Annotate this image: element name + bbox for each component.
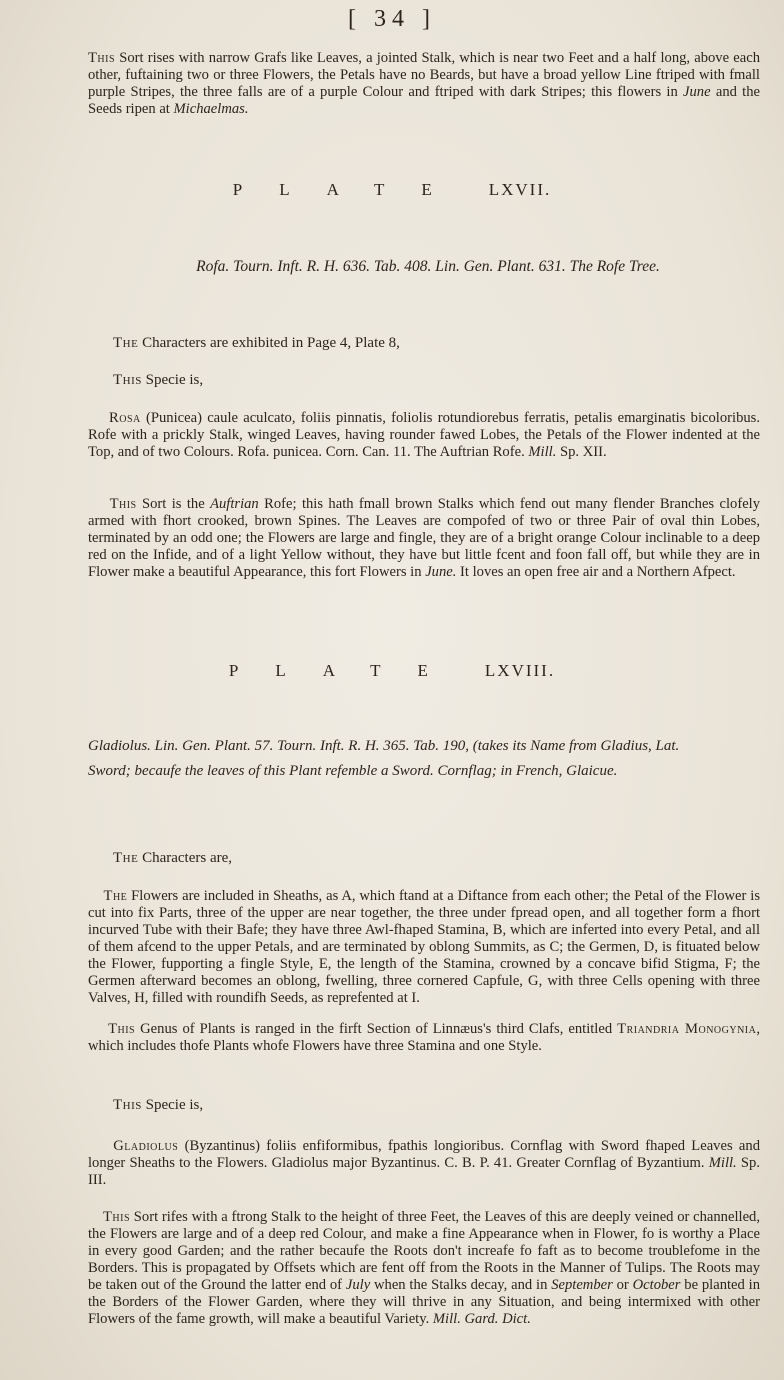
plate-67-sort-austrian: Auftrian: [210, 496, 259, 512]
plate-67-characters-lead: The: [113, 335, 139, 351]
plate-68-sort-paragraph: [88, 1209, 760, 1328]
plate-67-sort-paragraph: [88, 496, 760, 581]
plate-68-specie-lead: This: [113, 1097, 142, 1113]
plate-68-desc-text: (Byzantinus) foliis enfiformibus, fpathis longioribus. Cornflag with Sword fhaped Leaves and longer Sheaths to the Flowers. Gladiolus major Byzantinus. C. B. P. 41. Greater Cornflag of Byzantium.: [88, 1138, 761, 1171]
plate-67-heading: [0, 180, 784, 200]
plate-68-genus-paragraph: [88, 1021, 760, 1055]
plate-68-desc-lead: Gladiolus: [113, 1138, 179, 1154]
plate-67-characters: [113, 335, 400, 352]
plate-67-specie: [113, 372, 203, 389]
plate-68-genus-lead: This: [108, 1021, 136, 1037]
plate-68-sort-october: October: [632, 1277, 681, 1293]
intro-paragraph: [88, 50, 760, 118]
plate-68-sort-lead: This: [103, 1209, 131, 1225]
plate-68-word: PLATE: [228, 661, 465, 680]
plate-68-flowers-lead: The: [103, 888, 128, 904]
plate-68-genus-text: Genus of Plants is ranged in the firft Section of Linnæus's third Clafs, entitled: [135, 1021, 618, 1037]
plate-67-characters-text: Characters are exhibited in Page 4, Plate 8,: [138, 335, 400, 351]
plate-67-specie-lead: This: [113, 372, 142, 388]
plate-68-desc-end: Sp. III.: [88, 1155, 760, 1188]
plate-67-sort-text-3: It loves an open free air and a Northern Afpect.: [456, 564, 736, 580]
plate-68-characters-text: Characters are,: [138, 850, 233, 866]
plate-67-desc-lead: Rosa: [109, 410, 141, 426]
plate-68-sort-cite: Mill. Gard. Dict.: [432, 1311, 531, 1327]
plate-68-genus-class: Triandria Monogynia: [617, 1021, 757, 1037]
plate-68-sort-july: July: [345, 1277, 371, 1293]
plate-68-flowers-text: Flowers are included in Sheaths, as A, which ftand at a Diftance from each other; the Petal of the Flower is cut into fix Parts, three of the upper are near together, the three under fpread open, and all together form a fhort incurved Tube with their Bafe; they have three Awl-fhaped Stamina, B, which are inferted into every Petal, and all of them afcend to the upper Petals, and are terminated by oblong Summits, as C; the Germen, D, is fituated below the Flower, fupporting a fingle Style, E, the length of the Stamina, crowned by a concave bifid Stigma, F; the Germen afterward becomes an oblong, fwelling, three cornered Capfule, G, with three Cells opening with three Valves, H, filled with roundifh Seeds, as reprefented at I.: [88, 888, 760, 1006]
intro-june: June: [683, 84, 711, 100]
plate-68-specie-text: Specie is,: [141, 1097, 204, 1113]
plate-68-description: [88, 1138, 760, 1189]
plate-67-sort-text-2: Rofe; this hath fmall brown Stalks which fend out many flender Branches clofely armed with fhort crooked, brown Spines. The Leaves are compofed of two or three Pair of oval thin Lobes, terminated by an odd one; the Flowers are large and fingle, they are of a bright orange Colour inclinable to a deep red on the Infide, and of a light Yellow without, they have but little fcent and foon fall off, but while they are in Flower make a beautiful Appearance, this fort Flowers in: [88, 496, 761, 580]
intro-text-2: and the Seeds ripen at: [88, 84, 760, 117]
plate-68-reference-line-2: Sword; becaufe the leaves of this Plant refemble a Sword. Cornflag; in French, Glaicue.: [88, 763, 618, 779]
plate-68-flowers-paragraph: [88, 888, 760, 1007]
plate-68-sort-or: or: [612, 1277, 633, 1293]
plate-68-characters-lead: The: [113, 850, 139, 866]
intro-lead: This: [88, 50, 116, 66]
plate-67-desc-mill: Mill.: [528, 444, 557, 460]
plate-67-sort-text-1: Sort is the: [136, 496, 211, 512]
plate-68-heading: [0, 661, 784, 681]
plate-67-word: PLATE: [232, 180, 469, 199]
plate-67-reference: Rofa. Tourn. Inft. R. H. 636. Tab. 408. Lin. Gen. Plant. 631. The Rofe Tree.: [196, 258, 660, 275]
plate-68-genus-end: , which includes thofe Plants whofe Flowers have three Stamina and one Style.: [88, 1021, 761, 1054]
plate-68-sort-september: September: [551, 1277, 613, 1293]
intro-michaelmas: Michaelmas.: [173, 101, 249, 117]
plate-68-specie: [113, 1097, 203, 1114]
plate-67-specie-text: Specie is,: [141, 372, 204, 388]
plate-68-sort-text-3: be planted in the Borders of the Flower Garden, where they will thrive in any Situation, and being intermixed with other Flowers of the fame growth, will make a beautiful Variety.: [88, 1277, 760, 1327]
plate-67-sort-lead: This: [109, 496, 137, 512]
plate-68-sort-text-1: Sort rifes with a ftrong Stalk to the height of three Feet, the Leaves of this are deeply veined or channelled, the Flowers are large and of a deep red Colour, and make a fine Appearance when in Flower, fo is worthy a Place in every good Garden; and the rather becaufe the Roots don't increafe fo faft as to become troublefome in the Borders. This is propagated by Offsets which are fent off from the Roots in the Manner of Tulips. The Roots may be taken out of the Ground the latter end of: [88, 1209, 760, 1293]
plate-68-characters: [113, 850, 232, 867]
plate-68-reference: [88, 734, 768, 784]
plate-68-desc-mill: Mill.: [708, 1155, 737, 1171]
plate-68-numeral: LXVIII.: [484, 661, 556, 680]
page-number: [ 34 ]: [348, 6, 436, 32]
plate-67-numeral: LXVII.: [488, 180, 552, 199]
intro-text-1: Sort rises with narrow Grafs like Leaves, a jointed Stalk, which is near two Feet and a half long, above each other, fuftaining two or three Flowers, the Petals have no Beards, but have a broad yellow Line ftriped with fmall purple Stripes, the three falls are of a purple Colour and ftriped with dark Stripes; this flowers in: [88, 50, 760, 100]
plate-67-sort-june: June.: [425, 564, 457, 580]
plate-67-desc-text: (Punicea) caule aculcato, foliis pinnatis, foliolis rotundiorebus ferratis, petalis emarginatis bicoloribus. Rofe with a prickly Stalk, winged Leaves, having rounder fawed Lobes, the Petals of the Flower indented at the Top, and of two Colours. Rofa. punicea. Corn. Can. 11. The Auftrian Rofe.: [88, 410, 760, 460]
plate-68-sort-text-2: when the Stalks decay, and in: [370, 1277, 552, 1293]
plate-68-reference-line-1: Gladiolus. Lin. Gen. Plant. 57. Tourn. Inft. R. H. 365. Tab. 190, (takes its Name from Gladius, Lat.: [88, 738, 680, 754]
plate-67-description: [88, 410, 760, 461]
plate-67-desc-end: Sp. XII.: [556, 444, 607, 460]
